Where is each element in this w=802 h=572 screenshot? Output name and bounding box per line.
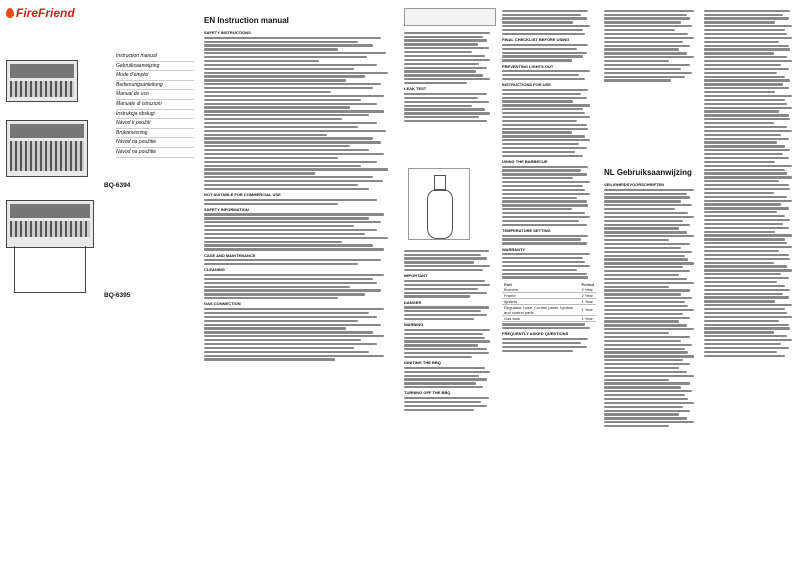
en-heading: EN Instruction manual — [204, 16, 289, 25]
product-image-bottom — [6, 200, 94, 248]
lang-item: Mode d'emploi — [116, 71, 194, 81]
nl-safety-heading: VEILIGHEIDSVOORSCHRIFTEN — [604, 182, 665, 187]
subhead-cleaning: CLEANING — [204, 267, 225, 273]
subhead-preventing-lights-out: PREVENTING LIGHTS OUT — [502, 63, 554, 69]
subhead-turning-off: TURNING OFF THE BBQ — [404, 390, 451, 396]
subhead-leak-test: LEAK TEST — [404, 86, 427, 92]
language-list — [116, 52, 194, 158]
subhead-danger: DANGER — [404, 299, 422, 305]
nl-body — [604, 180, 700, 429]
lang-item: Návod na použitie — [116, 138, 194, 148]
flame-icon — [6, 8, 14, 18]
lang-item: Návod na použitie — [116, 148, 194, 158]
en-manual-page-1 — [200, 0, 400, 572]
subhead-gas-connection: GAS CONNECTION — [204, 301, 241, 307]
safety-heading: SAFETY INSTRUCTIONS — [204, 30, 251, 35]
nl-heading: NL Gebruiksaanwijzing — [604, 168, 692, 177]
subhead-commercial: NOT SUITABLE FOR COMMERCIAL USE — [204, 192, 281, 197]
table-header: Period — [581, 281, 594, 287]
subhead-important: IMPORTANT — [404, 273, 428, 279]
table-row: Burners 2 Year — [502, 287, 596, 293]
subhead-igniting: IGNITING THE BBQ — [404, 360, 441, 366]
warning-icon-list — [204, 37, 396, 190]
product-image-top — [6, 60, 78, 102]
lang-item: Manuale di istruzioni — [116, 100, 194, 110]
lang-item: Bedienungsanleitung — [116, 81, 194, 91]
regulator-image — [404, 8, 496, 26]
lang-item: Manual de uso — [116, 90, 194, 100]
lang-item: Gebruiksaanwijzing — [116, 62, 194, 72]
table-row: Frame 2 Year — [502, 292, 596, 298]
subhead-warning: WARNING — [404, 322, 424, 328]
gas-bottle-illustration — [408, 168, 470, 240]
subhead-warranty: WARRANTY — [502, 246, 526, 252]
en-manual-page-2 — [400, 0, 600, 572]
table-header: Part — [504, 281, 512, 287]
subhead-faq: FREQUENTLY ASKED QUESTIONS — [502, 331, 569, 337]
lang-item: Brukanvisning — [116, 129, 194, 139]
table-row: Gas tank 1 Year — [502, 315, 596, 321]
product-stand — [14, 246, 86, 293]
lang-item: Instrukcja obsługi — [116, 110, 194, 120]
cover-page — [0, 0, 200, 572]
lang-item: Instruction manual — [116, 52, 194, 62]
warranty-table — [502, 282, 596, 322]
en-body — [204, 28, 396, 362]
subhead-final-checklist: FINAL CHECKLIST BEFORE USING — [502, 37, 570, 43]
model-code-1: BQ-6394 — [104, 182, 131, 189]
brand-logo: FireFriend — [6, 6, 75, 20]
model-code-2: BQ-6395 — [104, 292, 131, 299]
subhead-using-the-barbecue: USING THE BARBECUE — [502, 158, 548, 164]
subhead-temperature-setting: TEMPERATURE SETTING — [502, 227, 551, 233]
lang-item: Návod k použití — [116, 119, 194, 129]
subhead-instructions-for-use: INSTRUCTIONS FOR USE — [502, 82, 551, 88]
table-row: Regulator, hose, Control panel, Ignition and control parts 1 Year — [502, 304, 596, 315]
subhead-case: CASE AND MAINTENANCE — [204, 252, 256, 258]
nl-manual-page — [600, 0, 802, 572]
table-row: Igniters 1 Year — [502, 298, 596, 304]
subhead-safety-info: SAFETY INFORMATION — [204, 206, 249, 212]
product-image-middle — [6, 120, 88, 177]
